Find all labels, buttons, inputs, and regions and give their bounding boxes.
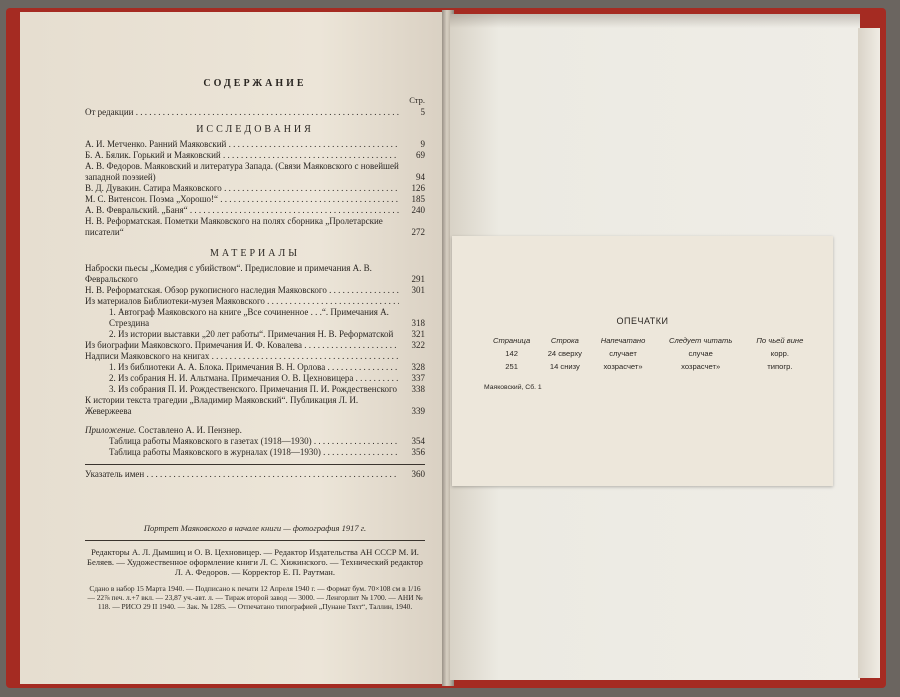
errata-cell: случае	[688, 349, 713, 358]
imprint-print-details: Сдано в набор 15 Марта 1940. — Подписано к печати 12 Апреля 1940 г. — Формат бум. 70×108 см в 1/16 — 22⅞ печ. л.+7 вкл. — 23,87 уч.-авт. л. — Тираж второй завод — 3000. — Ленгорлит № 1700. — АНИ № 118. — РИСО 29 II 1940. — Зак. № 1285. — Отпечатано типографией „Пунане Тяхт“, Таллин, 1940.	[87, 584, 423, 611]
toc-entry-index	[85, 469, 425, 480]
toc-entry	[85, 263, 425, 285]
toc-entry-intro	[85, 107, 425, 118]
errata-cell: 24 сверху	[547, 349, 582, 358]
toc-entry-page: 339	[411, 406, 425, 416]
page-shadow	[450, 14, 860, 28]
errata-header: Страница	[492, 336, 531, 345]
toc-entry-title: Указатель имен . . .	[85, 469, 399, 480]
toc-entry	[85, 447, 425, 458]
toc-entry-title: 1. Автограф Маяковского на книге „Все сочиненное . . .“. Примечания А. Стрездина	[109, 307, 389, 328]
errata-row	[484, 360, 814, 373]
toc-entry	[85, 150, 425, 161]
toc-entry-page: 272	[411, 227, 425, 237]
toc-entry	[85, 161, 425, 183]
errata-header: Напечатано	[600, 336, 646, 345]
research-list	[85, 139, 425, 238]
toc-entry	[85, 139, 425, 150]
portrait-note: Портрет Маяковского в начале книги — фотография 1917 г.	[143, 523, 367, 533]
toc-entry-page: 126	[411, 183, 425, 193]
appendix-text: Составлено А. И. Пензнер.	[136, 425, 242, 435]
toc-entry-page: 5	[420, 107, 425, 117]
toc-entry-page: 354	[411, 436, 425, 446]
toc-entry-page: 69	[416, 150, 425, 160]
errata-cell: хозрасчет»	[681, 362, 721, 371]
errata-title: ОПЕЧАТКИ	[616, 316, 669, 326]
toc-entry-page: 321	[411, 329, 425, 339]
toc-entry-page: 328	[411, 362, 425, 372]
toc-entry-title: Из материалов Библиотеки-музея Маяковского . . .	[85, 296, 399, 307]
toc-entry	[85, 307, 425, 329]
toc-entry-title: Б. А. Бялик. Горький и Маяковский . . .	[85, 150, 399, 161]
toc-entry-title: 1. Из библиотеки А. А. Блока. Примечания В. Н. Орлова . . .	[109, 362, 399, 373]
errata-header: Строка	[550, 336, 579, 345]
errata-cell: хозрасчет»	[603, 362, 643, 371]
toc-entry-title: А. В. Февральский. „Баня“ . . .	[85, 205, 399, 216]
toc-entry-title: Н. В. Реформатская. Пометки Маяковского на полях сборника „Пролетарские писатели“	[85, 216, 383, 237]
toc-entry	[85, 384, 425, 395]
toc-entry-title: К истории текста трагедии „Владимир Маяковский“. Публикация Л. И. Жевержеева	[85, 395, 359, 416]
section-materials-heading: МАТЕРИАЛЫ	[210, 248, 300, 259]
toc-entry-title: 2. Из собрания Н. И. Альтмана. Примечания О. В. Цехновицера . . .	[109, 373, 399, 384]
toc-entry-page: 356	[411, 447, 425, 457]
toc-entry-title: Из биографии Маяковского. Примечания И. Ф. Ковалева . . .	[85, 340, 399, 351]
errata-cell: типогр.	[767, 362, 793, 371]
toc-entry	[85, 351, 425, 362]
errata-row	[484, 347, 814, 360]
page-column-label: Стр.	[409, 95, 425, 105]
section-research-heading: ИССЛЕДОВАНИЯ	[196, 124, 314, 135]
toc-title: СОДЕРЖАНИЕ	[203, 78, 307, 89]
toc-entry-title: Таблица работы Маяковского в журналах (1918—1930) . . .	[109, 447, 399, 458]
errata-header: По чьей вине	[756, 336, 804, 345]
toc-entry-page: 291	[411, 274, 425, 284]
toc-entry-page: 338	[411, 384, 425, 394]
errata-cell: 14 снизу	[549, 362, 580, 371]
right-page-edge	[858, 28, 880, 678]
appendix-label: Приложение.	[85, 425, 137, 435]
toc-entry	[85, 373, 425, 384]
errata-cell: корр.	[770, 349, 789, 358]
toc-entry-page: 360	[411, 469, 425, 479]
toc-entry-title: А. И. Метченко. Ранний Маяковский . . .	[85, 139, 399, 150]
imprint-editors: Редакторы А. Л. Дымшиц и О. В. Цехновицер. — Редактор Издательства АН СССР М. И. Беляев. — Художественное оформление книги Л. С. Хижинского. — Технический редактор Л. А. Федоров. — Корректор Е. П. Раутман.	[87, 547, 423, 577]
table-of-contents	[85, 78, 425, 480]
toc-entry-page: 94	[416, 172, 425, 182]
toc-entry-page: 185	[411, 194, 425, 204]
toc-entry	[85, 285, 425, 296]
appendix-heading	[85, 425, 425, 436]
toc-entry	[85, 205, 425, 216]
toc-entry	[85, 216, 425, 238]
imprint-divider	[85, 540, 425, 541]
toc-entry-title: Н. В. Реформатская. Обзор рукописного наследия Маяковского . . .	[85, 285, 399, 296]
toc-entry-page: 337	[411, 373, 425, 383]
errata-cell: 142	[505, 349, 518, 358]
toc-entry-title: Надписи Маяковского на книгах . . .	[85, 351, 399, 362]
toc-entry	[85, 329, 425, 340]
toc-entry-title: От редакции . . .	[85, 107, 399, 118]
toc-entry-title: 2. Из истории выставки „20 лет работы“. Примечания Н. В. Реформатской	[109, 329, 394, 339]
errata-cell: 251	[505, 362, 518, 371]
toc-entry-page: 301	[411, 285, 425, 295]
toc-entry-title: Наброски пьесы „Комедия с убийством“. Предисловие и примечания А. В. Февральского	[85, 263, 372, 284]
errata-header: Следует читать	[669, 336, 733, 345]
errata-slip	[452, 236, 833, 486]
toc-entry-title: Таблица работы Маяковского в газетах (1918—1930) . . .	[109, 436, 399, 447]
toc-entry	[85, 340, 425, 351]
errata-header-row	[484, 334, 814, 347]
errata-table	[484, 334, 814, 373]
toc-entry	[85, 296, 425, 307]
toc-entry-title: М. С. Витенсон. Поэма „Хорошо!“ . . .	[85, 194, 399, 205]
toc-entry-page: 322	[411, 340, 425, 350]
toc-entry-page: 9	[420, 139, 425, 149]
toc-entry-page: 240	[411, 205, 425, 215]
toc-entry-page: 318	[411, 318, 425, 328]
toc-entry	[85, 436, 425, 447]
errata-cell: случает	[609, 349, 637, 358]
toc-entry	[85, 362, 425, 373]
errata-footer: Маяковский, Сб. 1	[484, 384, 542, 391]
toc-entry	[85, 395, 425, 417]
appendix-list	[85, 436, 425, 458]
toc-entry	[85, 183, 425, 194]
materials-list	[85, 263, 425, 417]
toc-entry-title: 3. Из собрания П. И. Рождественского. Примечания П. И. Рождественского	[109, 384, 397, 394]
toc-entry	[85, 194, 425, 205]
toc-entry-title: В. Д. Дувакин. Сатира Маяковского . . .	[85, 183, 399, 194]
divider	[85, 464, 425, 465]
toc-entry-title: А. В. Федоров. Маяковский и литература Запада. (Связи Маяковского с новейшей западной поэзией)	[85, 161, 399, 182]
